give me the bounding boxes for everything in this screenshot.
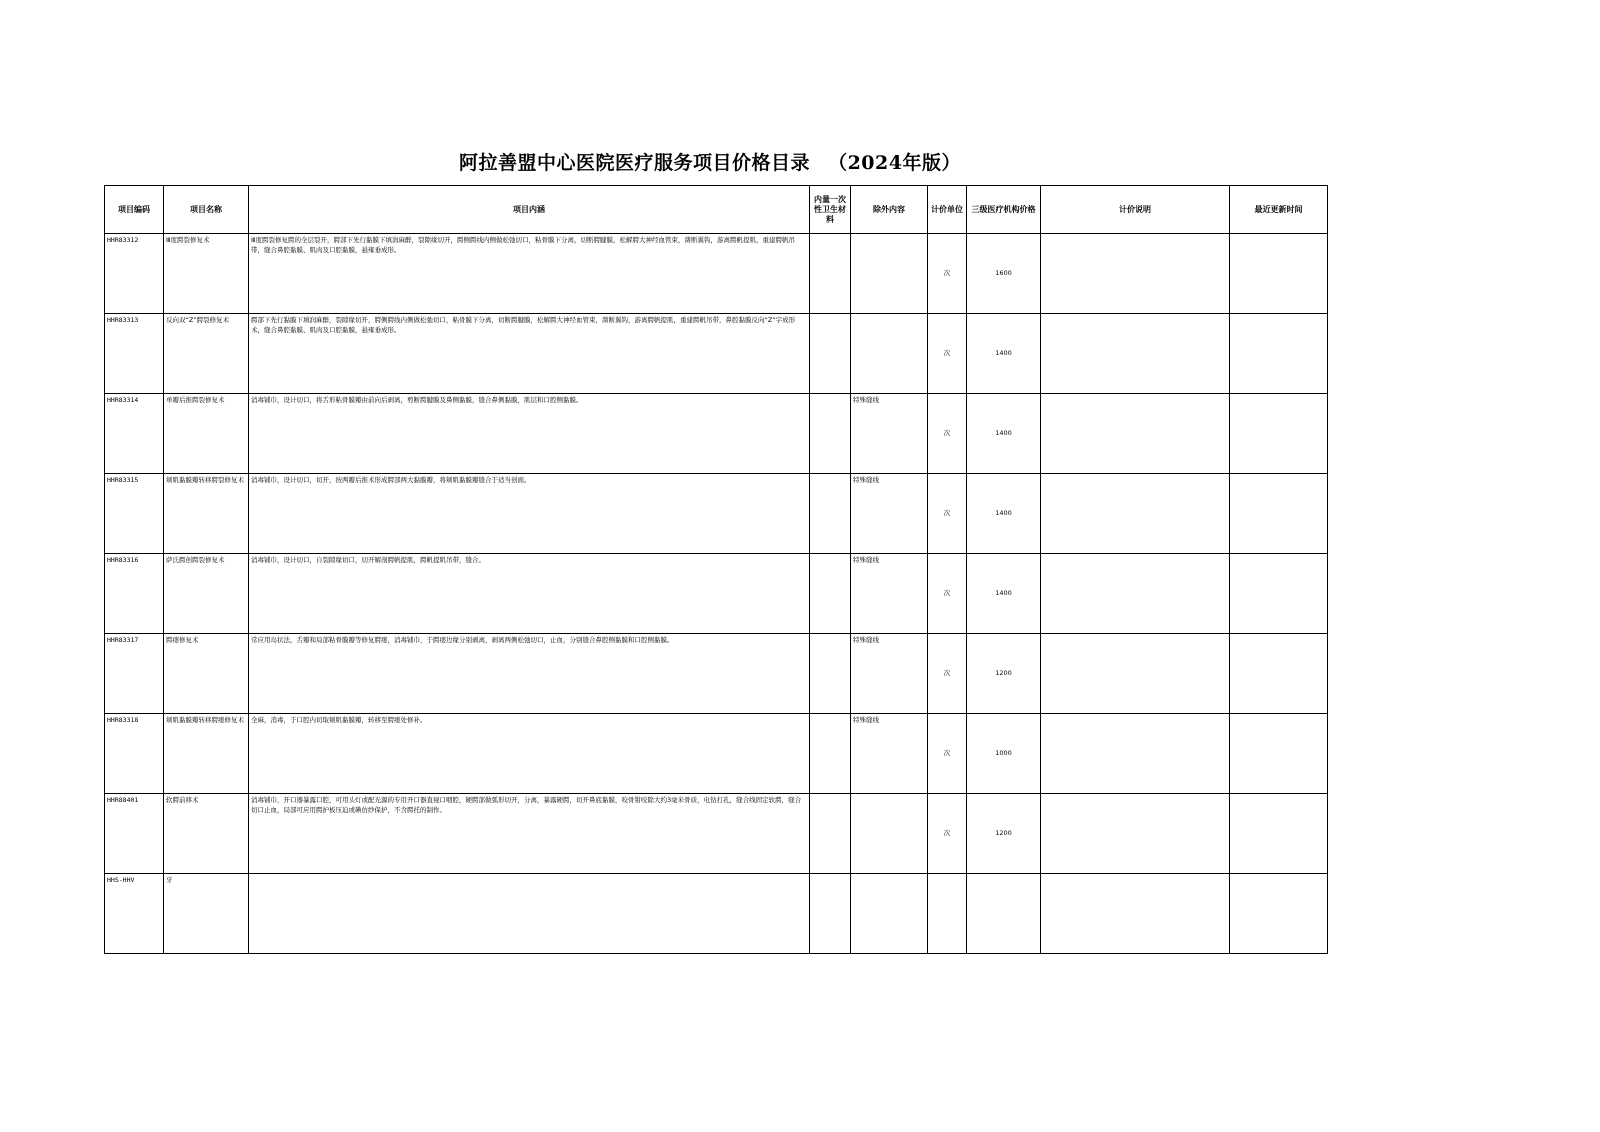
cell-unit: 次 xyxy=(928,714,967,794)
cell-updated xyxy=(1230,554,1328,634)
cell-note xyxy=(1041,634,1230,714)
cell-consumables xyxy=(810,234,851,314)
cell-price: 1400 xyxy=(967,554,1041,634)
cell-name: 反向双“Z”腭裂修复术 xyxy=(164,314,249,394)
cell-excluded xyxy=(851,794,928,874)
cell-price xyxy=(967,874,1041,954)
cell-name: 单瓣后推腭裂修复术 xyxy=(164,394,249,474)
cell-updated xyxy=(1230,234,1328,314)
cell-content: 消毒铺巾，设计切口，自裂隙缘切口，切开解剖腭帆提肌，腭帆提肌吊带，缝合。 xyxy=(249,554,810,634)
table-row xyxy=(105,554,1328,634)
table-row xyxy=(105,874,1328,954)
cell-code: HHR83317 xyxy=(105,634,164,714)
cell-updated xyxy=(1230,874,1328,954)
table-row xyxy=(105,474,1328,554)
cell-price: 1600 xyxy=(967,234,1041,314)
cell-price: 1400 xyxy=(967,394,1041,474)
header-price: 三级医疗机构价格 xyxy=(967,186,1041,234)
cell-consumables xyxy=(810,554,851,634)
cell-name: 牙 xyxy=(164,874,249,954)
cell-excluded: 特殊缝线 xyxy=(851,394,928,474)
cell-code: HHR88401 xyxy=(105,794,164,874)
price-table xyxy=(104,185,1328,954)
table-row xyxy=(105,794,1328,874)
header-code: 项目编码 xyxy=(105,186,164,234)
table-row xyxy=(105,314,1328,394)
cell-consumables xyxy=(810,874,851,954)
cell-note xyxy=(1041,234,1230,314)
cell-price: 1400 xyxy=(967,314,1041,394)
cell-unit: 次 xyxy=(928,314,967,394)
cell-unit: 次 xyxy=(928,794,967,874)
cell-updated xyxy=(1230,394,1328,474)
cell-excluded: 特殊缝线 xyxy=(851,634,928,714)
cell-content: 腭部下先行黏膜下填润麻醉，裂隙缘切开，腭侧腭线内侧做松弛切口，粘骨膜下分离，切断腭腱膜，松解腭大神经血管束，凿断翼钩，游离腭帆提肌，重建腭帆吊带，鼻腔黏膜反向“Z”字成形术，缝合鼻腔黏膜、肌肉及口腔黏膜，悬雍垂成形。 xyxy=(249,314,810,394)
cell-code: HHR83316 xyxy=(105,554,164,634)
cell-note xyxy=(1041,474,1230,554)
edition-text: （2024年版） xyxy=(828,152,961,174)
cell-updated xyxy=(1230,314,1328,394)
table-row xyxy=(105,634,1328,714)
table-row xyxy=(105,234,1328,314)
header-note: 计价说明 xyxy=(1041,186,1230,234)
cell-note xyxy=(1041,314,1230,394)
cell-name: 萨氏腭创腭裂修复术 xyxy=(164,554,249,634)
cell-content: 消毒铺巾，开口器暴露口腔，可用头灯或配光源的专用开口器直视口咽腔，硬腭部做弧形切开，分离，暴露硬腭，切开鼻底黏膜，咬骨钳咬除大约3毫米骨质，电钻打孔，缝合线固定软腭，缝合切口止血，局部可应用腭护板压迫或碘仿纱保护，不含腭托的制作。 xyxy=(249,794,810,874)
cell-updated xyxy=(1230,714,1328,794)
cell-name: 颊肌黏膜瓣转移腭瘘修复术 xyxy=(164,714,249,794)
header-excluded: 除外内容 xyxy=(851,186,928,234)
cell-excluded xyxy=(851,874,928,954)
cell-unit: 次 xyxy=(928,234,967,314)
cell-consumables xyxy=(810,714,851,794)
cell-consumables xyxy=(810,794,851,874)
cell-code: HHR83315 xyxy=(105,474,164,554)
cell-unit: 次 xyxy=(928,554,967,634)
cell-content: 消毒铺巾，设计切口，将舌形粘骨膜瓣由前向后剥离，剪断腭腱膜及鼻侧黏膜，缝合鼻侧黏膜，肌层和口腔侧黏膜。 xyxy=(249,394,810,474)
cell-code: HHR83318 xyxy=(105,714,164,794)
cell-content: Ⅲ度腭裂修复腭的全层裂开，腭部下先行黏膜下填润麻醉，裂隙缘切开，腭侧腭线内侧做松弛切口，粘骨膜下分离，切断腭腱膜，松解腭大神经血管束，凿断翼钩，游离腭帆提肌，重建腭帆吊带，缝合鼻腔黏膜、肌肉及口腔黏膜，悬雍垂成形。 xyxy=(249,234,810,314)
cell-unit: 次 xyxy=(928,634,967,714)
cell-note xyxy=(1041,394,1230,474)
cell-price: 1200 xyxy=(967,794,1041,874)
cell-consumables xyxy=(810,474,851,554)
cell-content xyxy=(249,874,810,954)
cell-unit xyxy=(928,874,967,954)
cell-price: 1000 xyxy=(967,714,1041,794)
cell-excluded: 特殊缝线 xyxy=(851,554,928,634)
cell-name: 颊肌黏膜瓣转移腭裂修复术 xyxy=(164,474,249,554)
cell-note xyxy=(1041,874,1230,954)
cell-unit: 次 xyxy=(928,394,967,474)
cell-content: 全麻，消毒，于口腔内切取颊肌黏膜瓣，转移至腭瘘处修补。 xyxy=(249,714,810,794)
cell-code: HHR83314 xyxy=(105,394,164,474)
cell-code: HHR83312 xyxy=(105,234,164,314)
cell-excluded xyxy=(851,234,928,314)
title-text: 阿拉善盟中心医院医疗服务项目价格目录 xyxy=(459,152,811,174)
cell-name: 软腭前移术 xyxy=(164,794,249,874)
cell-price: 1400 xyxy=(967,474,1041,554)
cell-content: 常应用岛状法，舌瓣和局部粘骨膜瓣等修复腭瘘，消毒铺巾，于腭瘘边缘分别剥离，剥离两侧松弛切口，止血，分别缝合鼻腔侧黏膜和口腔侧黏膜。 xyxy=(249,634,810,714)
cell-consumables xyxy=(810,394,851,474)
header-row xyxy=(105,186,1328,234)
cell-code: HHR83313 xyxy=(105,314,164,394)
cell-name: Ⅲ度腭裂修复术 xyxy=(164,234,249,314)
cell-content: 消毒铺巾，设计切口，切开，按两瓣后推术形成腭部两大黏膜瓣，将颊肌黏膜瓣缝合于适当创面。 xyxy=(249,474,810,554)
table-row xyxy=(105,394,1328,474)
cell-excluded: 特殊缝线 xyxy=(851,714,928,794)
header-name: 项目名称 xyxy=(164,186,249,234)
cell-note xyxy=(1041,554,1230,634)
cell-updated xyxy=(1230,634,1328,714)
cell-updated xyxy=(1230,474,1328,554)
cell-unit: 次 xyxy=(928,474,967,554)
header-unit: 计价单位 xyxy=(928,186,967,234)
header-content: 项目内涵 xyxy=(249,186,810,234)
cell-code: HHS-HHV xyxy=(105,874,164,954)
cell-price: 1200 xyxy=(967,634,1041,714)
document-title xyxy=(0,148,1420,175)
cell-updated xyxy=(1230,794,1328,874)
cell-name: 腭瘘修复术 xyxy=(164,634,249,714)
cell-consumables xyxy=(810,634,851,714)
cell-excluded xyxy=(851,314,928,394)
header-updated: 最近更新时间 xyxy=(1230,186,1328,234)
cell-note xyxy=(1041,714,1230,794)
cell-consumables xyxy=(810,314,851,394)
cell-note xyxy=(1041,794,1230,874)
cell-excluded: 特殊缝线 xyxy=(851,474,928,554)
table-row xyxy=(105,714,1328,794)
header-consumables: 内量一次性卫生材料 xyxy=(810,186,851,234)
